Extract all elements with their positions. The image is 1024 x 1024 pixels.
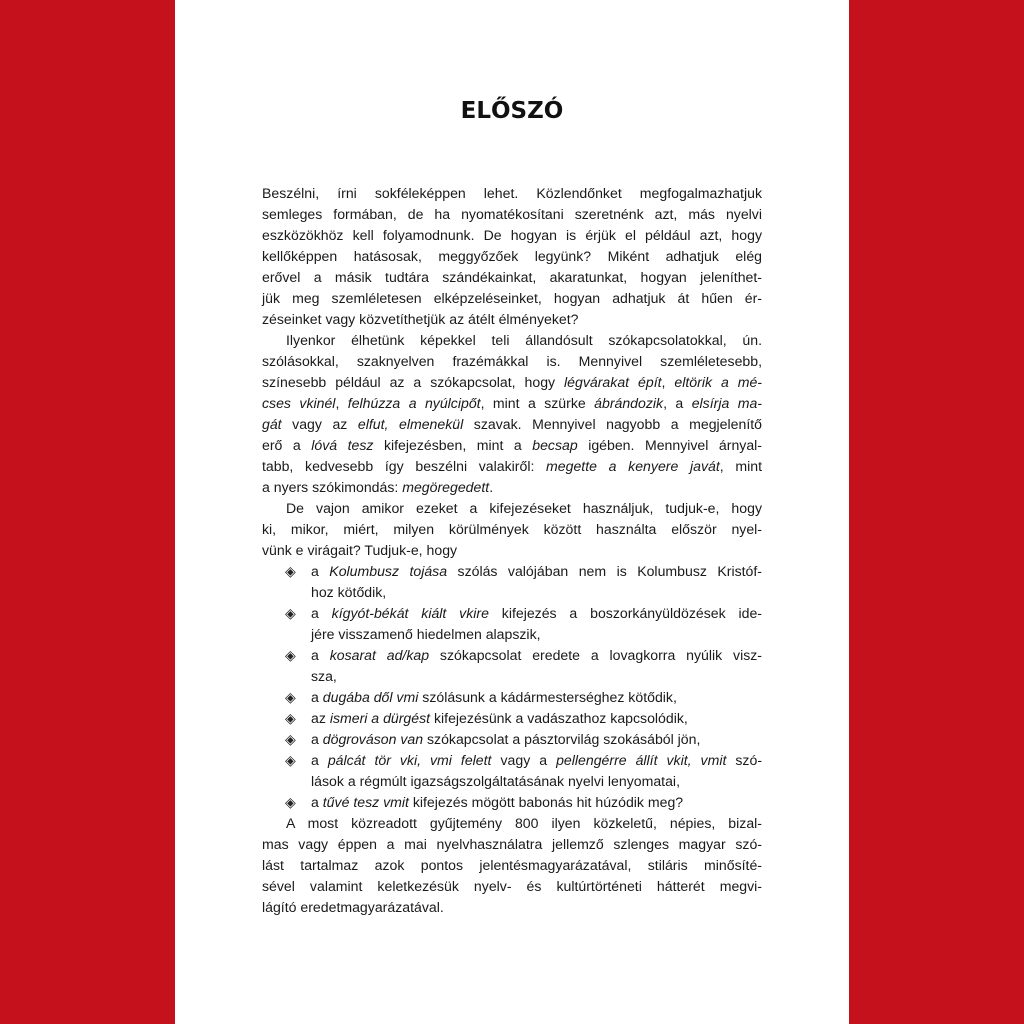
text-run: szavak. Mennyivel nagyobb a megjelenítő — [463, 416, 762, 432]
text-line — [262, 414, 762, 435]
text-line — [262, 456, 762, 477]
list-item-line — [262, 687, 762, 708]
text-line — [262, 330, 762, 351]
text-run: szólás valójában nem is Kolumbusz Kristóf- — [447, 563, 762, 579]
italic-phrase: elsírja ma- — [691, 395, 762, 411]
text-run: a — [311, 647, 330, 663]
book-page — [175, 0, 849, 1024]
page-title: ELŐSZÓ — [460, 98, 564, 124]
text-line — [262, 372, 762, 393]
preface-text — [262, 183, 762, 918]
text-line — [262, 288, 762, 309]
text-line — [262, 393, 762, 414]
text-run: a — [311, 563, 330, 579]
italic-phrase: tűvé tesz vmit — [322, 794, 409, 810]
diamond-bullet-icon: ◈ — [285, 710, 296, 726]
text-run: hoz kötődik, — [311, 584, 387, 600]
text-line — [262, 246, 762, 267]
text-run: lágító eredetmagyarázatával. — [262, 899, 444, 915]
diamond-bullet-icon: ◈ — [285, 605, 296, 621]
text-run: kifejezésben, mint a — [373, 437, 533, 453]
text-line — [262, 267, 762, 288]
text-run: mas vagy éppen a mai nyelvhasználatra jellemző szlenges magyar szó- — [262, 836, 762, 852]
text-run: szólásunk a kádármesterséghez kötődik, — [418, 689, 677, 705]
text-run: a — [311, 605, 332, 621]
text-run: eszközökhöz kell folyamodnunk. De hogyan is érjük el például azt, hogy — [262, 227, 762, 243]
list-item-line — [262, 624, 762, 645]
italic-phrase: megette a kenyere javát — [546, 458, 720, 474]
text-run: Ilyenkor élhetünk képekkel teli állandósult szókapcsolatokkal, ún. — [286, 332, 762, 348]
text-line — [262, 183, 762, 204]
text-run: ki, mikor, miért, milyen körülmények között használta először nyel- — [262, 521, 762, 537]
italic-phrase: ismeri a dürgést — [329, 710, 431, 726]
text-line — [262, 876, 762, 897]
text-run: kifejezés mögött babonás hit húzódik meg? — [408, 794, 684, 810]
italic-phrase: ábrándozik — [594, 395, 664, 411]
diamond-bullet-icon: ◈ — [285, 752, 296, 768]
list-item-line — [262, 603, 762, 624]
text-run: színesebb például az a szókapcsolat, hogy — [262, 374, 565, 390]
italic-phrase: megöregedett — [402, 479, 490, 495]
italic-phrase: kígyót-békát kiált vkire — [331, 605, 489, 621]
list-item-line — [262, 582, 762, 603]
text-line — [262, 834, 762, 855]
list-item-line — [262, 666, 762, 687]
italic-phrase: cses vkinél — [262, 395, 336, 411]
italic-phrase: felhúzza a nyúlcipőt — [347, 395, 481, 411]
text-run: . — [489, 479, 494, 495]
list-item-line — [262, 792, 762, 813]
list-item-line — [262, 708, 762, 729]
text-run: , mint a szürke — [480, 395, 595, 411]
italic-phrase: pellengérre állít vkit, vmit — [556, 752, 727, 768]
italic-phrase: pálcát tör vki, vmi felett — [327, 752, 492, 768]
diamond-bullet-icon: ◈ — [285, 647, 296, 663]
text-line — [262, 204, 762, 225]
italic-phrase: dugába dől vmi — [322, 689, 419, 705]
text-line — [262, 225, 762, 246]
text-run: vagy a — [491, 752, 557, 768]
list-item-line — [262, 561, 762, 582]
text-line — [262, 309, 762, 330]
diamond-bullet-icon: ◈ — [285, 689, 296, 705]
text-run: lások a régmúlt igazságszolgáltatásának nyelvi lenyomatai, — [311, 773, 680, 789]
text-run: De vajon amikor ezeket a kifejezéseket használjuk, tudjuk-e, hogy — [286, 500, 762, 516]
italic-phrase: kosarat ad/kap — [329, 647, 430, 663]
text-run: , — [335, 395, 348, 411]
text-line — [262, 540, 762, 561]
text-run: vünk e virágait? Tudjuk-e, hogy — [262, 542, 458, 558]
italic-phrase: eltörik a mé- — [674, 374, 762, 390]
list-item-line — [262, 645, 762, 666]
text-run: a nyers szókimondás: — [262, 479, 403, 495]
text-run: kifejezésünk a vadászathoz kapcsolódik, — [430, 710, 688, 726]
italic-phrase: dögrováson van — [322, 731, 424, 747]
text-run: jük meg szemléletesen elképzeléseinket, hogyan adhatjuk át hűen ér- — [262, 290, 762, 306]
italic-phrase: becsap — [532, 437, 578, 453]
text-run: zéseinket vagy közvetíthetjük az átélt élményeket? — [262, 311, 579, 327]
text-line — [262, 813, 762, 834]
text-run: a — [311, 731, 323, 747]
text-run: semleges formában, de ha nyomatékosítani szeretnénk azt, más nyelvi — [262, 206, 762, 222]
text-run: az — [311, 710, 330, 726]
text-line — [262, 351, 762, 372]
diamond-bullet-icon: ◈ — [285, 563, 296, 579]
list-item-line — [262, 729, 762, 750]
text-run: sével valamint keletkezésük nyelv- és kultúrtörténeti hátterét megvi- — [262, 878, 762, 894]
text-line — [262, 519, 762, 540]
text-run: vagy az — [281, 416, 358, 432]
text-run: igében. Mennyivel árnyal- — [577, 437, 762, 453]
diamond-bullet-icon: ◈ — [285, 794, 296, 810]
text-run: jére visszamenő hiedelmen alapszik, — [311, 626, 541, 642]
text-run: szókapcsolat a pásztorvilág szokásából jön, — [423, 731, 701, 747]
text-run: a — [311, 752, 328, 768]
text-run: , mint — [719, 458, 762, 474]
text-line — [262, 498, 762, 519]
text-run: sza, — [311, 668, 337, 684]
text-run: , a — [663, 395, 692, 411]
text-run: tabb, kedvesebb így beszélni valakiről: — [262, 458, 547, 474]
text-run: Beszélni, írni sokféleképpen lehet. Közlendőnket megfogalmazhatjuk — [262, 185, 762, 201]
diamond-bullet-icon: ◈ — [285, 731, 296, 747]
italic-phrase: gát — [262, 416, 282, 432]
text-run: kellőképpen hatásosak, meggyőzőek legyünk? Miként adhatjuk elég — [262, 248, 762, 264]
text-line — [262, 477, 762, 498]
text-run: erő a — [262, 437, 312, 453]
text-run: A most közreadott gyűjtemény 800 ilyen közkeletű, népies, bizal- — [286, 815, 762, 831]
text-run: szó- — [726, 752, 763, 768]
text-run: szókapcsolat eredete a lovagkorra nyúlik visz- — [429, 647, 762, 663]
text-line — [262, 435, 762, 456]
text-run: lást tartalmaz azok pontos jelentésmagyarázatával, stiláris minősíté- — [262, 857, 762, 873]
text-run: erővel a másik tudtára szándékainkat, akaratunkat, hogyan jeleníthet- — [262, 269, 762, 285]
text-run: , — [661, 374, 675, 390]
italic-phrase: elfut, elmenekül — [357, 416, 464, 432]
list-item-line — [262, 750, 762, 771]
text-run: szólásokkal, szaknyelven frazémákkal is. Mennyivel szemléletesebb, — [262, 353, 762, 369]
list-item-line — [262, 771, 762, 792]
text-run: a — [311, 794, 323, 810]
text-line — [262, 855, 762, 876]
italic-phrase: Kolumbusz tojása — [329, 563, 448, 579]
text-line — [262, 897, 762, 918]
italic-phrase: lóvá tesz — [311, 437, 374, 453]
text-run: a — [311, 689, 323, 705]
italic-phrase: légvárakat épít — [564, 374, 662, 390]
text-run: kifejezés a boszorkányüldözések ide- — [488, 605, 762, 621]
